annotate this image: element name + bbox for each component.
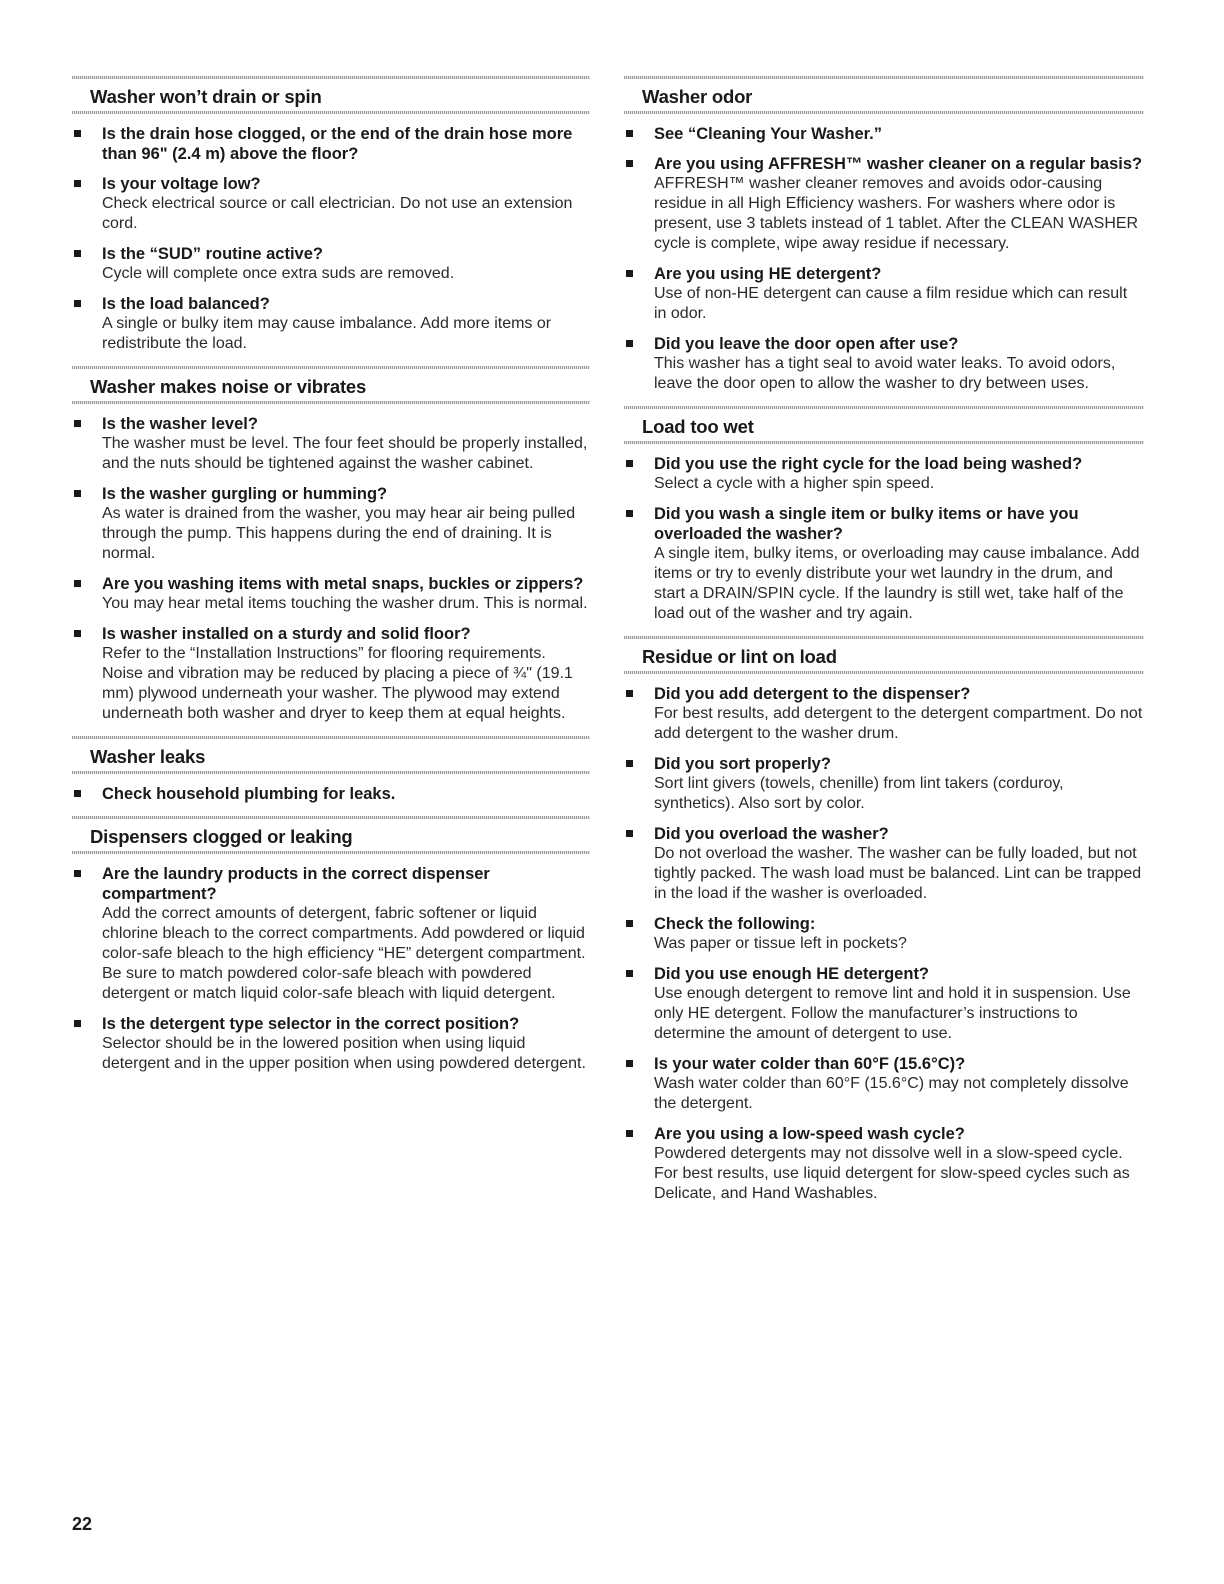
section-title: Load too wet: [642, 416, 754, 437]
question-text: Did you leave the door open after use?: [654, 335, 959, 353]
square-bullet-icon: [626, 970, 633, 977]
question-text: Did you wash a single item or bulky items or have you overloaded the washer?: [654, 505, 1079, 543]
question-text: Are you washing items with metal snaps, buckles or zippers?: [102, 575, 584, 593]
troubleshooting-list: [72, 774, 590, 804]
square-bullet-icon: [626, 270, 633, 277]
section-divider: [624, 636, 1144, 639]
question-text: Are you using a low-speed wash cycle?: [654, 1125, 965, 1143]
square-bullet-icon: [74, 490, 81, 497]
answer-text: AFFRESH™ washer cleaner removes and avoids odor-causing residue in all High Efficiency washers. For washers where odor is present, use 3 tablets instead of 1 tablet. After the CLEAN WASHER cycle is complete, wipe away residue if necessary.: [654, 175, 1139, 252]
square-bullet-icon: [626, 460, 633, 467]
section-title: Dispensers clogged or leaking: [90, 826, 353, 847]
section-divider: [624, 111, 1144, 114]
list-item: [72, 484, 590, 564]
list-item: [624, 754, 1144, 814]
answer-text: Cycle will complete once extra suds are removed.: [102, 265, 455, 282]
question-text: Did you sort properly?: [654, 755, 831, 773]
square-bullet-icon: [626, 1060, 633, 1067]
list-item: [624, 124, 1144, 144]
question-text: Are the laundry products in the correct dispenser compartment?: [102, 865, 490, 903]
list-item: [72, 1014, 590, 1074]
section-header: [624, 636, 1144, 674]
section-title: Washer makes noise or vibrates: [90, 376, 367, 397]
list-item: [624, 154, 1144, 254]
section-title: Washer won’t drain or spin: [90, 86, 322, 107]
question-text: Is the drain hose clogged, or the end of the drain hose more than 96" (2.4 m) above the floor?: [102, 125, 573, 163]
section-divider: [72, 736, 590, 739]
list-item: [72, 174, 590, 234]
section-divider: [72, 851, 590, 854]
list-item: [624, 454, 1144, 494]
answer-text: Select a cycle with a higher spin speed.: [654, 475, 935, 492]
section-header: [624, 76, 1144, 114]
section-title: Washer leaks: [90, 746, 206, 767]
list-item: [72, 574, 590, 614]
section-divider: [72, 366, 590, 369]
section-divider: [624, 76, 1144, 79]
square-bullet-icon: [74, 180, 81, 187]
answer-text: As water is drained from the washer, you may hear air being pulled through the pump. This happens during the end of draining. It is normal.: [102, 505, 576, 562]
answer-text: Selector should be in the lowered position when using liquid detergent and in the upper position when using powdered detergent.: [102, 1035, 586, 1072]
section-divider: [72, 771, 590, 774]
answer-text: A single or bulky item may cause imbalance. Add more items or redistribute the load.: [102, 315, 552, 352]
section-header: [72, 736, 590, 774]
section-title: Residue or lint on load: [642, 646, 837, 667]
square-bullet-icon: [74, 300, 81, 307]
section-header: [72, 76, 590, 114]
section-divider: [624, 441, 1144, 444]
answer-text: Add the correct amounts of detergent, fabric softener or liquid chlorine bleach to the correct compartments. Add powdered or liquid color-safe bleach to the high efficiency “HE” detergent compartment. Be sure to match powdered color-safe bleach with powdered detergent or match liquid color-safe bleach with liquid detergent.: [102, 905, 586, 1002]
troubleshooting-list: [72, 114, 590, 354]
left-column: [72, 76, 590, 1086]
question-text: Check household plumbing for leaks.: [102, 785, 396, 803]
section-washer-won-t-drain-or-spin: [72, 76, 590, 354]
list-item: [624, 824, 1144, 904]
section-residue-or-lint-on-load: [624, 636, 1144, 1204]
question-text: Did you add detergent to the dispenser?: [654, 685, 971, 703]
list-item: [72, 124, 590, 164]
right-column: [624, 76, 1144, 1216]
section-title: Washer odor: [642, 86, 753, 107]
question-text: Are you using AFFRESH™ washer cleaner on a regular basis?: [654, 155, 1143, 173]
square-bullet-icon: [626, 340, 633, 347]
answer-text: Sort lint givers (towels, chenille) from lint takers (corduroy, synthetics). Also sort by color.: [654, 775, 1064, 812]
list-item: [72, 294, 590, 354]
list-item: [72, 244, 590, 284]
question-text: Did you overload the washer?: [654, 825, 889, 843]
troubleshooting-list: [72, 854, 590, 1074]
troubleshooting-list: [624, 114, 1144, 394]
square-bullet-icon: [626, 1130, 633, 1137]
answer-text: Use enough detergent to remove lint and hold it in suspension. Use only HE detergent. Follow the manufacturer’s instructions to determine the amount of detergent to use.: [654, 985, 1131, 1042]
section-divider: [72, 111, 590, 114]
question-text: Did you use enough HE detergent?: [654, 965, 930, 983]
list-item: [72, 624, 590, 724]
section-washer-makes-noise-or-vibrates: [72, 366, 590, 724]
troubleshooting-list: [72, 404, 590, 724]
section-header: [72, 366, 590, 404]
answer-text: Wash water colder than 60°F (15.6°C) may not completely dissolve the detergent.: [654, 1075, 1129, 1112]
question-text: Is the “SUD” routine active?: [102, 245, 323, 263]
question-text: Is the washer gurgling or humming?: [102, 485, 388, 503]
answer-text: Was paper or tissue left in pockets?: [654, 935, 907, 952]
list-item: [624, 264, 1144, 324]
list-item: [72, 414, 590, 474]
list-item: [624, 1054, 1144, 1114]
question-text: Check the following:: [654, 915, 816, 933]
list-item: [624, 1124, 1144, 1204]
page-number: 22: [72, 1514, 93, 1534]
answer-text: Check electrical source or call electrician. Do not use an extension cord.: [102, 195, 573, 232]
section-header: [624, 406, 1144, 444]
section-washer-odor: [624, 76, 1144, 394]
list-item: [72, 864, 590, 1004]
question-text: Is the load balanced?: [102, 295, 270, 313]
answer-text: You may hear metal items touching the washer drum. This is normal.: [102, 595, 588, 612]
answer-text: A single item, bulky items, or overloading may cause imbalance. Add items or try to evenly distribute your wet laundry in the drum, and start a DRAIN/SPIN cycle. If the laundry is still wet, take half of the load out of the washer and try again.: [654, 545, 1140, 622]
question-text: See “Cleaning Your Washer.”: [654, 125, 883, 143]
square-bullet-icon: [626, 830, 633, 837]
square-bullet-icon: [626, 510, 633, 517]
question-text: Did you use the right cycle for the load being washed?: [654, 455, 1083, 473]
question-text: Is your voltage low?: [102, 175, 261, 193]
square-bullet-icon: [74, 870, 81, 877]
section-header: [72, 816, 590, 854]
section-dispensers-clogged-or-leaking: [72, 816, 590, 1074]
square-bullet-icon: [626, 130, 633, 137]
section-washer-leaks: [72, 736, 590, 804]
question-text: Is your water colder than 60°F (15.6°C)?: [654, 1055, 966, 1073]
answer-text: For best results, add detergent to the detergent compartment. Do not add detergent to the washer drum.: [654, 705, 1143, 742]
question-text: Is the detergent type selector in the correct position?: [102, 1015, 520, 1033]
answer-text: Refer to the “Installation Instructions” for flooring requirements. Noise and vibration may be reduced by placing a piece of ¾" (19.1 mm) plywood underneath your washer. The plywood may extend underneath both washer and dryer to keep them at equal heights.: [102, 645, 573, 722]
section-divider: [72, 76, 590, 79]
square-bullet-icon: [74, 420, 81, 427]
question-text: Is washer installed on a sturdy and solid floor?: [102, 625, 471, 643]
list-item: [624, 914, 1144, 954]
section-divider: [624, 671, 1144, 674]
question-text: Is the washer level?: [102, 415, 258, 433]
square-bullet-icon: [626, 690, 633, 697]
answer-text: This washer has a tight seal to avoid water leaks. To avoid odors, leave the door open to allow the washer to dry between uses.: [654, 355, 1116, 392]
square-bullet-icon: [74, 130, 81, 137]
troubleshooting-list: [624, 444, 1144, 624]
section-divider: [624, 406, 1144, 409]
square-bullet-icon: [626, 160, 633, 167]
square-bullet-icon: [74, 250, 81, 257]
list-item: [624, 964, 1144, 1044]
list-item: [624, 684, 1144, 744]
square-bullet-icon: [626, 760, 633, 767]
square-bullet-icon: [74, 630, 81, 637]
section-load-too-wet: [624, 406, 1144, 624]
section-divider: [72, 816, 590, 819]
question-text: Are you using HE detergent?: [654, 265, 882, 283]
square-bullet-icon: [74, 1020, 81, 1027]
list-item: [624, 334, 1144, 394]
square-bullet-icon: [74, 790, 81, 797]
answer-text: The washer must be level. The four feet should be properly installed, and the nuts should be tightened against the washer cabinet.: [102, 435, 588, 472]
answer-text: Powdered detergents may not dissolve well in a slow-speed cycle. For best results, use liquid detergent for slow-speed cycles such as Delicate, and Hand Washables.: [654, 1145, 1130, 1202]
square-bullet-icon: [74, 580, 81, 587]
answer-text: Use of non-HE detergent can cause a film residue which can result in odor.: [654, 285, 1128, 322]
answer-text: Do not overload the washer. The washer can be fully loaded, but not tightly packed. The wash load must be balanced. Lint can be trapped in the load if the washer is overloaded.: [654, 845, 1142, 902]
list-item: [72, 784, 590, 804]
list-item: [624, 504, 1144, 624]
troubleshooting-list: [624, 674, 1144, 1204]
section-divider: [72, 401, 590, 404]
square-bullet-icon: [626, 920, 633, 927]
